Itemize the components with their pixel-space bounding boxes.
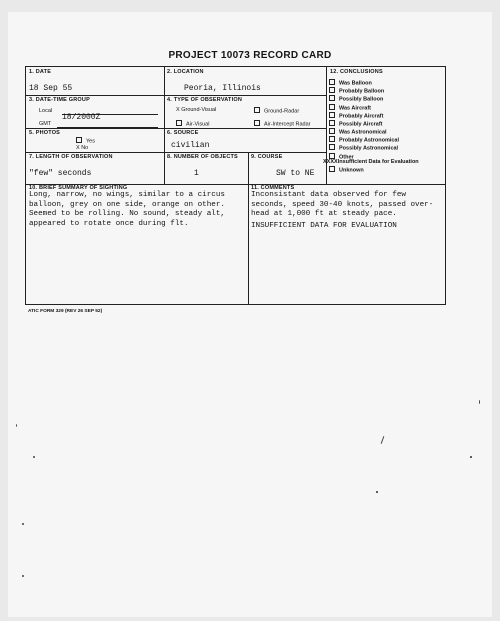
objects-value: 1 xyxy=(194,169,199,178)
form-number: ATIC FORM 329 (REV 26 SEP 52) xyxy=(28,309,103,314)
conclusion-aircraft-group: Was Aircraft Probably Aircraft Possibly Aircraft xyxy=(329,104,383,128)
dtg-value: 18/2000Z xyxy=(62,113,101,122)
course-value: SW to NE xyxy=(276,169,315,178)
ground-visual-option: X Ground-Visual xyxy=(176,107,217,113)
summary-text: Long, narrow, no wings, similar to a circus balloon, grey on one side, orange on other. Seemed to be rolling. No sound, steady alt, appeared to rotate once during flt. xyxy=(29,191,225,228)
conclusion-insufficient-data: XXXXInsufficient Data for Evaluation xyxy=(323,159,419,165)
obs-type-label: 4. TYPE OF OBSERVATION xyxy=(167,97,242,103)
comments-verdict: INSUFFICIENT DATA FOR EVALUATION xyxy=(251,222,397,230)
length-label: 7. LENGTH OF OBSERVATION xyxy=(29,154,113,160)
photos-label: 5. PHOTOS xyxy=(29,130,61,136)
location-value: Peoria, Illinois xyxy=(184,84,261,93)
source-label: 6. SOURCE xyxy=(167,130,199,136)
form-title: PROJECT 10073 RECORD CARD xyxy=(168,50,332,61)
conclusions-label: 12. CONCLUSIONS xyxy=(330,69,383,75)
source-value: civilian xyxy=(171,141,210,150)
conclusion-balloon-group: Was Balloon Probably Balloon Possibly Balloon xyxy=(329,79,384,103)
location-label: 2. LOCATION xyxy=(167,69,204,75)
dtg-gmt-label: GMT xyxy=(39,121,52,127)
objects-label: 8. NUMBER OF OBJECTS xyxy=(167,154,238,160)
conclusion-other: Other xyxy=(329,153,354,161)
summary-label: 10. BRIEF SUMMARY OF SIGHTING xyxy=(29,185,128,191)
ground-radar-option: Ground-Radar xyxy=(254,107,299,115)
length-value: "few" seconds xyxy=(29,169,92,178)
comments-text: Inconsistant data observed for few seconds, speed 30-40 knots, passed over- head at 1,000 ft at steady pace. xyxy=(251,191,434,218)
air-intercept-radar-option: Air-Intercept Radar xyxy=(254,120,310,128)
dtg-local-label: Local xyxy=(39,108,53,114)
photos-yes-option: Yes xyxy=(76,137,95,145)
comments-label: 11. COMMENTS xyxy=(251,185,295,191)
dtg-label: 3. DATE-TIME GROUP xyxy=(29,97,90,103)
photos-no-option: X No xyxy=(76,145,89,151)
conclusion-astronomical-group: Was Astronomical Probably Astronomical Possibly Astronomical xyxy=(329,128,399,152)
course-label: 9. COURSE xyxy=(251,154,283,160)
date-value: 18 Sep 55 xyxy=(29,84,73,93)
date-label: 1. DATE xyxy=(29,69,52,75)
conclusion-unknown: Unknown xyxy=(329,166,364,174)
air-visual-option: Air-Visual xyxy=(176,120,209,128)
